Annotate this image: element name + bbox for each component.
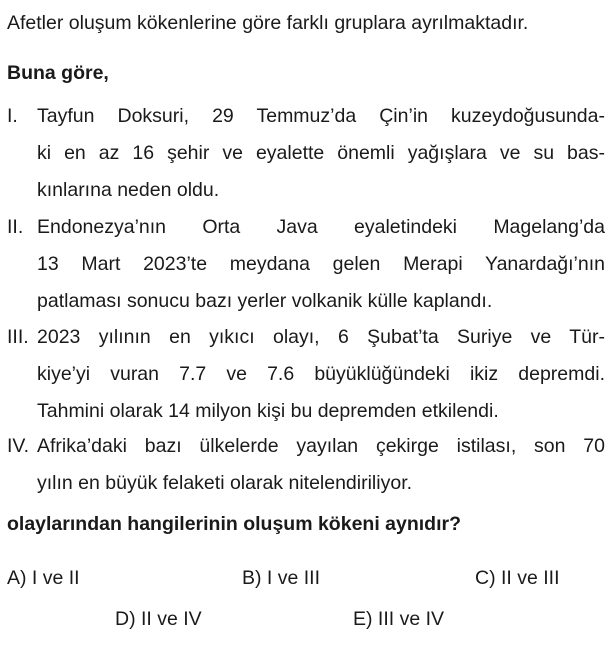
statement-numeral: II. xyxy=(7,216,24,238)
option-c[interactable]: C) II ve III xyxy=(475,567,560,589)
statement-line: Tayfun Doksuri, 29 Temmuz’da Çin’in kuzeydoğusunda- xyxy=(37,105,605,127)
statement-numeral: III. xyxy=(7,326,29,348)
statement-line: yılın en büyük felaketi olarak nitelendiriliyor. xyxy=(37,472,413,494)
option-b[interactable]: B) I ve III xyxy=(242,567,321,589)
statement-line: Endonezya’nın Orta Java eyaletindeki Magelang’da xyxy=(37,216,605,238)
statement-line: kiye’yi vuran 7.7 ve 7.6 büyüklüğündeki ikiz depremdi. xyxy=(37,363,605,385)
statement-line: Tahmini olarak 14 milyon kişi bu depremden etkilendi. xyxy=(37,400,499,422)
statement-line: patlaması sonucu bazı yerler volkanik külle kaplandı. xyxy=(37,290,493,312)
option-a[interactable]: A) I ve II xyxy=(7,567,80,589)
statement-line: 13 Mart 2023’te meydana gelen Merapi Yanardağı’nın xyxy=(37,253,605,275)
statement-line: ki en az 16 şehir ve eyalette önemli yağışlara ve su bas- xyxy=(37,142,605,164)
heading: Buna göre, xyxy=(7,62,109,84)
statement-numeral: I. xyxy=(7,105,18,127)
intro-text: Afetler oluşum kökenlerine göre farklı gruplara ayrılmaktadır. xyxy=(7,12,529,34)
statement-numeral: IV. xyxy=(7,435,30,457)
option-d[interactable]: D) II ve IV xyxy=(115,608,202,630)
question-text: olaylarından hangilerinin oluşum kökeni aynıdır? xyxy=(7,513,462,535)
statement-line: Afrika’daki bazı ülkelerde yayılan çekirge istilası, son 70 xyxy=(37,435,605,457)
statement-line: 2023 yılının en yıkıcı olayı, 6 Şubat’ta Suriye ve Tür- xyxy=(37,326,605,348)
statement-line: kınlarına neden oldu. xyxy=(37,179,220,201)
option-e[interactable]: E) III ve IV xyxy=(353,608,445,630)
